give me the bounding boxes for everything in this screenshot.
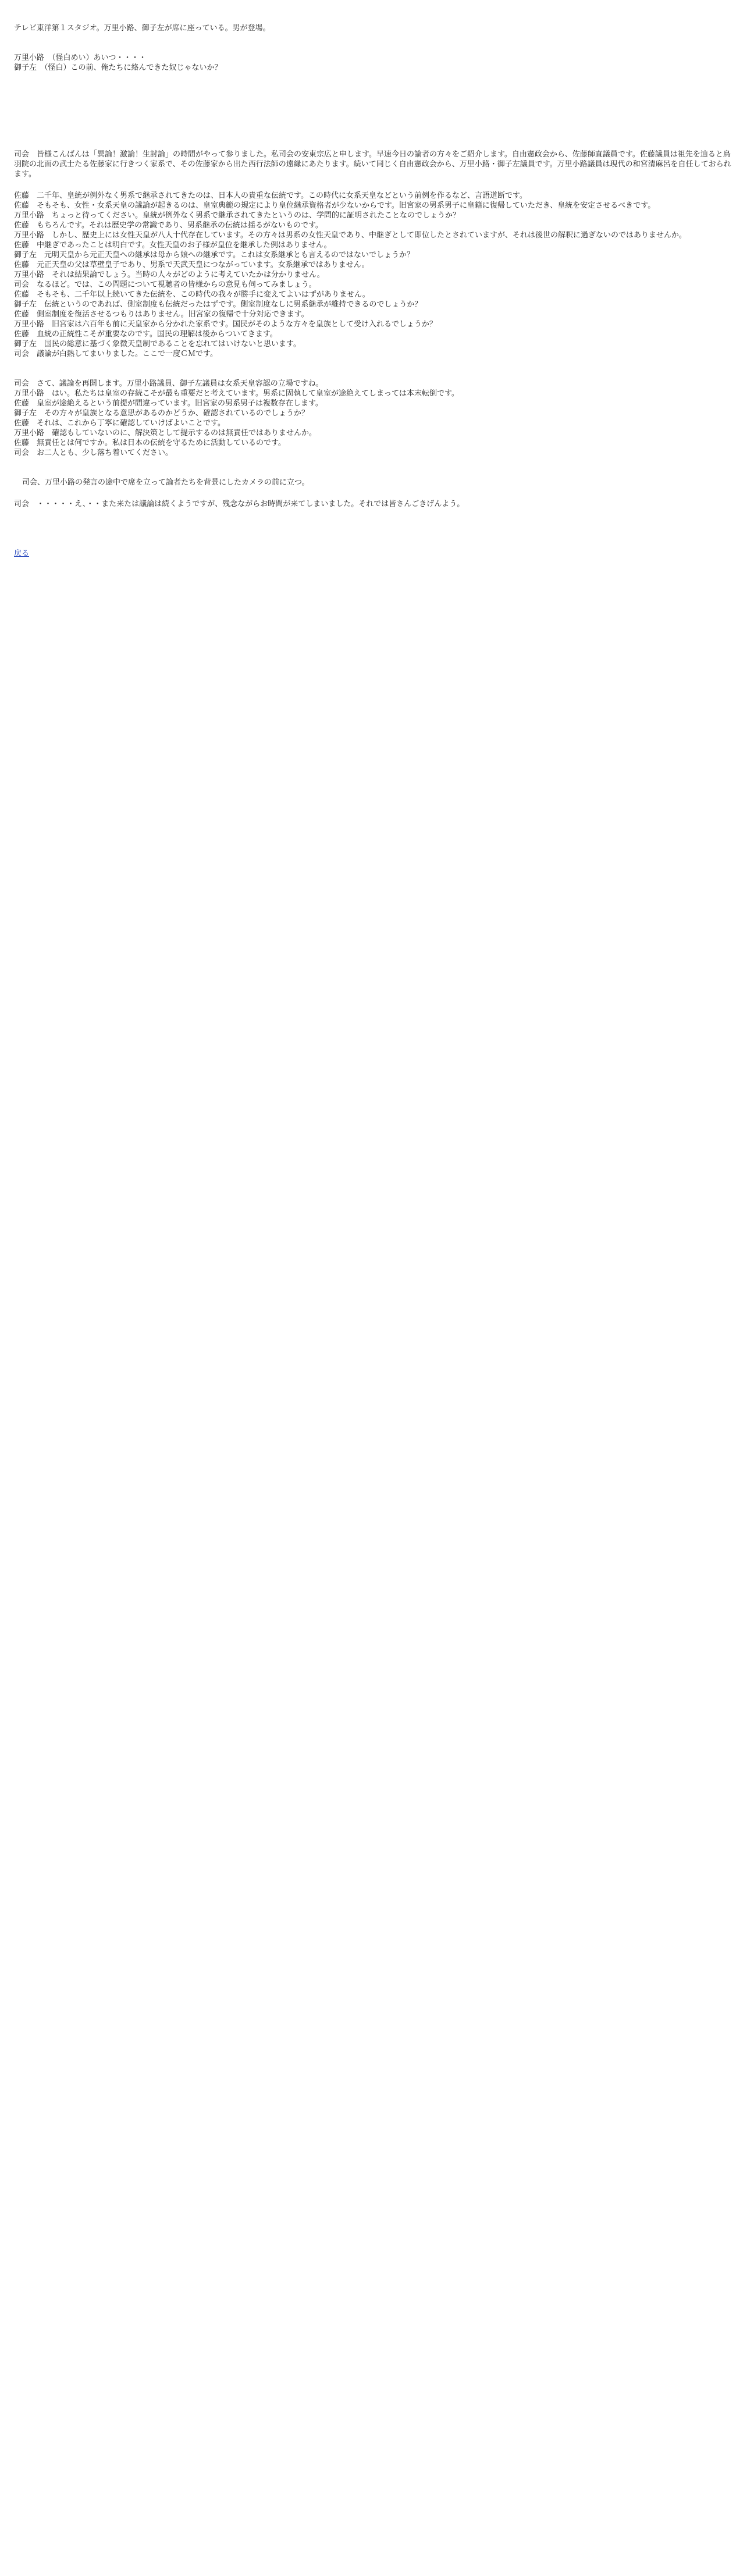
dialogue-line: 佐藤 側室制度を復活させるつもりはありません。旧宮家の復帰で十分対応できます。 xyxy=(14,310,309,319)
stage-direction: 司会、万里小路の発言の途中で席を立って論者たちを背景にしたカメラの前に立つ。 xyxy=(22,478,310,487)
dialogue-line: 万里小路 ちょっと待ってください。皇統が例外なく男系で継承されてきたというのは、学問的に証明されたことなのでしょうか？ xyxy=(14,211,461,220)
dialogue-line: 司会 なるほど。では、この問題について視聴者の皆様からの意見も伺ってみましょう。 xyxy=(14,280,316,289)
scene-intro: テレビ東洋第１スタジオ。万里小路、御子左が席に座っている。男が登場。 xyxy=(14,24,271,33)
dialogue-line: 万里小路 （怪白めい）あいつ・・・・ xyxy=(14,54,147,62)
dialogue-line: 御子左 元明天皇から元正天皇への継承は母から娘への継承です。これは女系継承とも言えるのではないでしょうか？ xyxy=(14,251,414,259)
back-link[interactable]: 戻る xyxy=(14,549,30,558)
debate-section-1 xyxy=(14,150,733,359)
dialogue-line: 司会 さて、議論を再開します。万里小路議員、御子左議員は女系天皇容認の立場ですね。 xyxy=(14,379,323,388)
opening-dialogue xyxy=(14,53,733,73)
dialogue-line: 御子左 （怪白）この前、俺たちに絡んできた奴じゃないか？ xyxy=(14,63,222,72)
dialogue-line: 万里小路 それは結果論でしょう。当時の人々がどのように考えていたかは分かりません。 xyxy=(14,271,325,279)
dialogue-line: 佐藤 二千年、皇統が例外なく男系で継承されてきたのは、日本人の貴重な伝統です。この時代に女系天皇などという前例を作るなど、言語道断です。 xyxy=(14,191,527,200)
dialogue-line: 佐藤 無責任とは何ですか。私は日本の伝統を守るために活動しているのです。 xyxy=(14,439,286,447)
dialogue-line: 佐藤 皇室が途絶えるという前提が間違っています。旧宮家の男系男子は複数存在します。 xyxy=(14,399,323,408)
dialogue-line: 佐藤 そもそも、二千年以上続いてきた伝統を、この時代の我々が勝手に変えてよいはずがありません。 xyxy=(14,290,370,299)
dialogue-line: 司会 お二人とも、少し落ち着いてください。 xyxy=(14,449,173,457)
dialogue-line: 御子左 国民の総意に基づく象徴天皇制であることを忘れてはいけないと思います。 xyxy=(14,340,301,348)
dialogue-line: 佐藤 元正天皇の父は草壁皇子であり、男系で天武天皇につながっています。女系継承ではありません。 xyxy=(14,261,369,269)
dialogue-line: 御子左 伝統というのであれば、側室制度も伝統だったはずです。側室制度なしに男系継承が維持できるのでしょうか？ xyxy=(14,300,422,309)
dialogue-line: 万里小路 しかし、歴史上には女性天皇が八人十代存在しています。その方々は男系の女性天皇であり、中継ぎとして即位したとされていますが、それは後世の解釈に過ぎないのではありませんか。 xyxy=(14,231,686,240)
dialogue-line: 佐藤 もちろんです。それは歴史学の常識であり、男系継承の伝統は揺るがないものです。 xyxy=(14,221,323,230)
dialogue-line: 司会 ・・・・・え、・・また来たは議論は続くようですが、残念ながらお時間が来てしまいました。それでは皆さんごきげんよう。 xyxy=(14,500,465,508)
dialogue-line: 万里小路 旧宮家は六百年も前に天皇家から分かれた家系です。国民がそのような方々を皇族として受け入れるでしょうか？ xyxy=(14,320,437,329)
dialogue-line: 佐藤 それは、これから丁寧に確認していけばよいことです。 xyxy=(14,419,225,428)
dialogue-line: 司会 議論が白熱してまいりました。ここで一度ＣＭです。 xyxy=(14,350,218,358)
debate-section-2 xyxy=(14,379,733,458)
dialogue-line: 佐藤 血統の正統性こそが重要なのです。国民の理解は後からついてきます。 xyxy=(14,330,278,339)
dialogue-line: 御子左 その方々が皇族となる意思があるのかどうか、確認されているのでしょうか？ xyxy=(14,409,310,418)
dialogue-line: 万里小路 確認もしていないのに、解決策として提示するのは無責任ではありませんか。 xyxy=(14,429,317,437)
dialogue-line: 佐藤 中継ぎであったことは明白です。女性天皇のお子様が皇位を継承した例はありません。 xyxy=(14,241,332,250)
dialogue-line: 司会 皆様こんばんは「異論！激論！生討論」の時間がやって参りました。私司会の安東宗広と申します。早速今日の論者の方々をご紹介します。自由憲政会から、佐藤師直議員です。佐藤議員は祖先を辿ると鳥羽院の北面の武士たる佐藤家に行きつく家系で、その佐藤家から出た西行法師の遠縁にあたります。続いて同じく自由憲政会から、万里小路・御子左議員です。万里小路議員は現代の和宮清麻呂を自任しておられます。 xyxy=(14,150,731,179)
dialogue-line: 万里小路 はい。私たちは皇室の存続こそが最も重要だと考えています。男系に固執して皇室が途絶えてしまっては本末転倒です。 xyxy=(14,389,459,398)
dialogue-line: 佐藤 そもそも、女性・女系天皇の議論が起きるのは、皇室典範の規定により皇位継承資格者が少ないからです。旧宮家の男系男子に皇籍に復帰していただき、皇統を安定させるべきです。 xyxy=(14,201,656,210)
